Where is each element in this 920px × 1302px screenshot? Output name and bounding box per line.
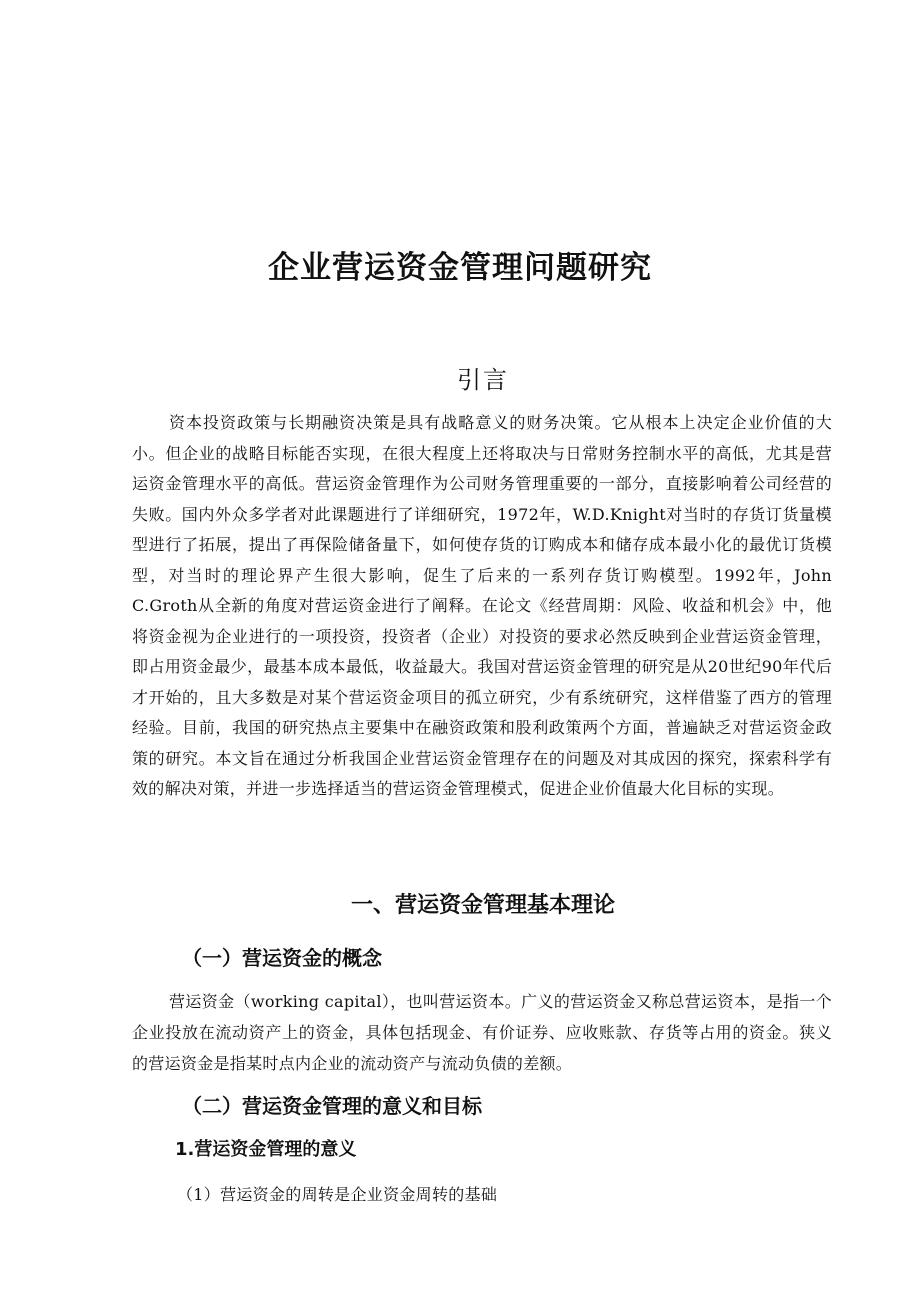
intro-heading: 引言 [457, 366, 509, 394]
section-heading-basic-theory: 一、营运资金管理基本理论 [350, 893, 615, 918]
concept-paragraph: 营运资金（working capital），也叫营运资本。广义的营运资金又称总营运资本，是指一个企业投放在流动资产上的资金，具体包括现金、有价证券、应收账款、存货等占用的资金。狭义的营运资金是指某时点内企业的流动资产与流动负债的差额。 [132, 992, 832, 1073]
subsection-heading-significance-goals: （二）营运资金管理的意义和目标 [182, 1094, 482, 1118]
list-item-point-1: （1）营运资金的周转是企业资金周转的基础 [177, 1185, 498, 1204]
item-heading-significance: 1.营运资金管理的意义 [175, 1139, 357, 1160]
intro-paragraph: 资本投资政策与长期融资决策是具有战略意义的财务决策。它从根本上决定企业价值的大小。但企业的战略目标能否实现，在很大程度上还将取决与日常财务控制水平的高低，尤其是营运资金管理水平的高低。营运资金管理作为公司财务管理重要的一部分，直接影响着公司经营的失败。国内外众多学者对此课题进行了详细研究，1972年，W.D.Knight对当时的存货订货量模型进行了拓展，提出了再保险储备量下，如何使存货的订购成本和储存成本最小化的最优订货模型，对当时的理论界产生很大影响，促生了后来的一系列存货订购模型。1992年，John C.Groth从全新的角度对营运资金进行了阐释。在论文《经营周期：风险、收益和机会》中，他将资金视为企业进行的一项投资，投资者（企业）对投资的要求必然反映到企业营运资金管理，即占用资金最少，最基本成本最低，收益最大。我国对营运资金管理的研究是从20世纪90年代后才开始的，且大多数是对某个营运资金项目的孤立研究，少有系统研究，这样借鉴了西方的管理经验。目前，我国的研究热点主要集中在融资政策和股利政策两个方面，普遍缺乏对营运资金政策的研究。本文旨在通过分析我国企业营运资金管理存在的问题及对其成因的探究，探索科学有效的解决对策，并进一步选择适当的营运资金管理模式，促进企业价值最大化目标的实现。 [132, 413, 832, 798]
document-title: 企业营运资金管理问题研究 [268, 250, 652, 286]
subsection-heading-concept: （一）营运资金的概念 [182, 946, 382, 970]
